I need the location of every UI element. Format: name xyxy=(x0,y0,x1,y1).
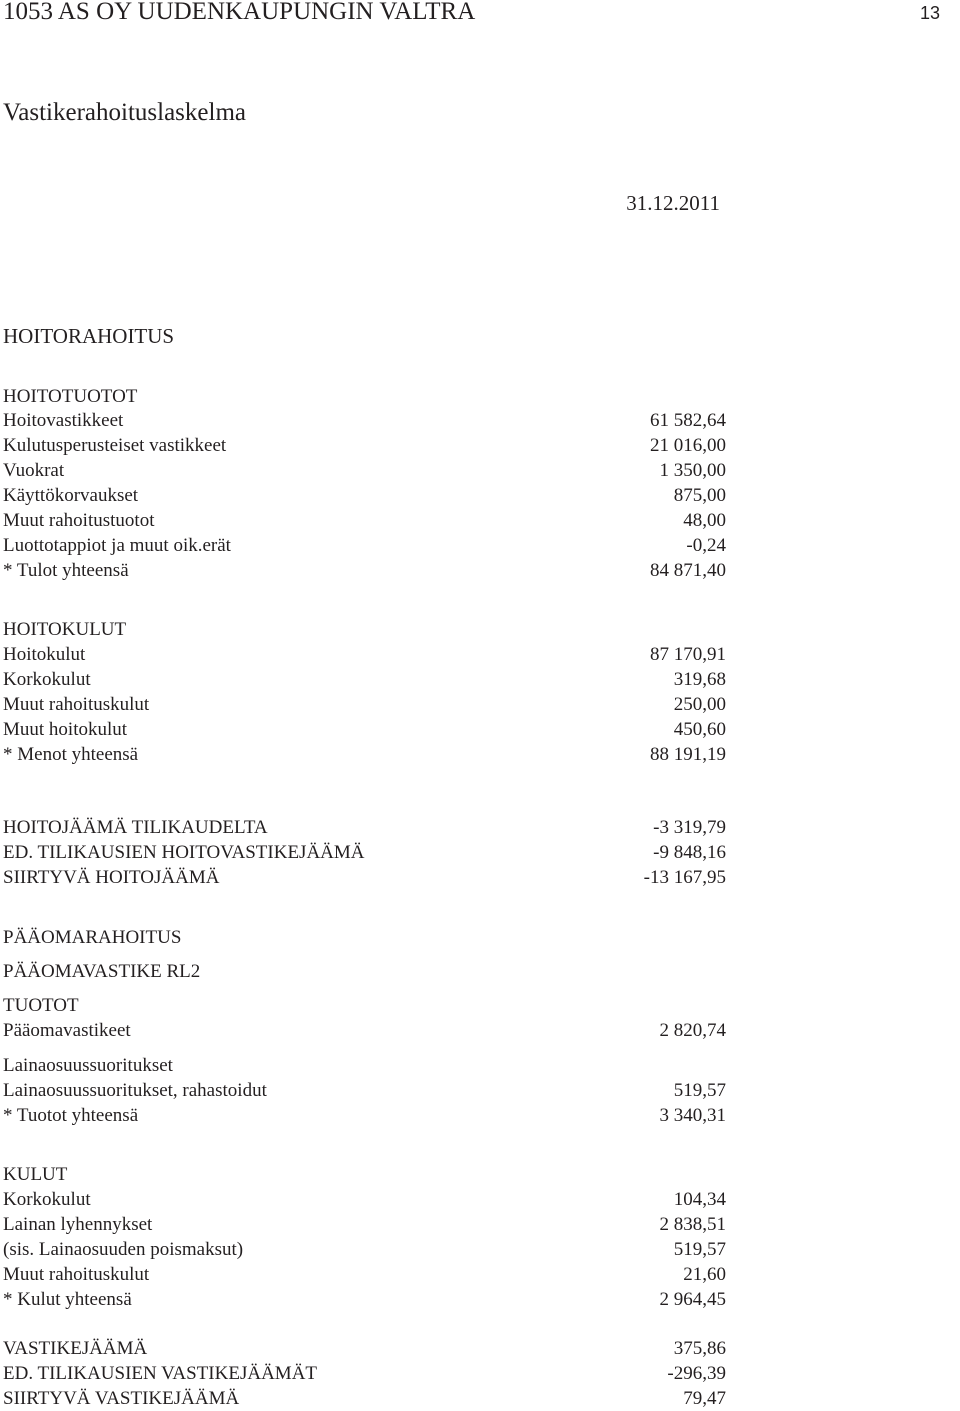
statement-row xyxy=(3,409,726,433)
row-label: * Kulut yhteensä xyxy=(3,1289,132,1310)
statement-row xyxy=(3,926,726,950)
row-value: -3 319,79 xyxy=(653,817,726,838)
row-value: 104,34 xyxy=(673,1189,726,1210)
row-label: PÄÄOMARAHOITUS xyxy=(3,927,182,948)
statement-row xyxy=(3,816,726,840)
statement-row xyxy=(3,434,726,458)
statement-row xyxy=(3,509,726,533)
report-date: 31.12.2011 xyxy=(626,191,720,215)
row-label: PÄÄOMAVASTIKE RL2 xyxy=(3,961,201,982)
statement-row xyxy=(3,1104,726,1128)
statement-row xyxy=(3,743,726,767)
row-label: TUOTOT xyxy=(3,995,79,1016)
row-value: 88 191,19 xyxy=(650,744,726,765)
row-value: -9 848,16 xyxy=(653,842,726,863)
row-value: 2 964,45 xyxy=(659,1289,726,1310)
row-value: 450,60 xyxy=(673,719,726,740)
row-value: 250,00 xyxy=(673,694,726,715)
row-value: 79,47 xyxy=(683,1388,726,1409)
statement-row xyxy=(3,1387,726,1411)
row-label: Lainan lyhennykset xyxy=(3,1214,153,1235)
row-label: Muut rahoituskulut xyxy=(3,1264,150,1285)
row-label: SIIRTYVÄ VASTIKEJÄÄMÄ xyxy=(3,1388,240,1409)
statement-row xyxy=(3,534,726,558)
row-value: 519,57 xyxy=(673,1239,726,1260)
statement-row xyxy=(3,385,726,409)
row-label: HOITOJÄÄMÄ TILIKAUDELTA xyxy=(3,817,268,838)
row-label: ED. TILIKAUSIEN HOITOVASTIKEJÄÄMÄ xyxy=(3,842,365,863)
section-title: HOITORAHOITUS xyxy=(3,324,175,348)
row-value: -296,39 xyxy=(667,1363,726,1384)
statement-row xyxy=(3,994,726,1018)
statement-row xyxy=(3,1163,726,1187)
row-value: -13 167,95 xyxy=(643,867,726,888)
row-value: 21 016,00 xyxy=(650,435,726,456)
row-label: Hoitokulut xyxy=(3,644,86,665)
row-label: Pääomavastikeet xyxy=(3,1020,131,1041)
row-label: Hoitovastikkeet xyxy=(3,410,124,431)
statement-row xyxy=(3,1238,726,1262)
statement-row xyxy=(3,1079,726,1103)
statement-row xyxy=(3,866,726,890)
row-label: * Tuotot yhteensä xyxy=(3,1105,139,1126)
row-value: 319,68 xyxy=(673,669,726,690)
row-value: 519,57 xyxy=(673,1080,726,1101)
row-label: Lainaosuussuoritukset xyxy=(3,1055,173,1076)
row-label: * Menot yhteensä xyxy=(3,744,139,765)
statement-row xyxy=(3,618,726,642)
row-value: 875,00 xyxy=(673,485,726,506)
document-title: Vastikerahoituslaskelma xyxy=(3,99,246,126)
statement-row xyxy=(3,1337,726,1361)
statement-row xyxy=(3,1362,726,1386)
row-label: Lainaosuussuoritukset, rahastoidut xyxy=(3,1080,267,1101)
statement-row xyxy=(3,643,726,667)
statement-row xyxy=(3,668,726,692)
row-value: 48,00 xyxy=(683,510,726,531)
row-label: Muut hoitokulut xyxy=(3,719,128,740)
row-value: 61 582,64 xyxy=(650,410,726,431)
row-label: (sis. Lainaosuuden poismaksut) xyxy=(3,1239,244,1260)
statement-row xyxy=(3,1213,726,1237)
row-label: Käyttökorvaukset xyxy=(3,485,139,506)
row-label: HOITOTUOTOT xyxy=(3,386,138,407)
statement-row xyxy=(3,1263,726,1287)
statement-row xyxy=(3,841,726,865)
row-value: 2 838,51 xyxy=(659,1214,726,1235)
row-value: 3 340,31 xyxy=(659,1105,726,1126)
row-value: 84 871,40 xyxy=(650,560,726,581)
statement-row xyxy=(3,1188,726,1212)
row-label: Vuokrat xyxy=(3,460,65,481)
row-label: Korkokulut xyxy=(3,669,91,690)
row-label: ED. TILIKAUSIEN VASTIKEJÄÄMÄT xyxy=(3,1363,318,1384)
page-number: 13 xyxy=(919,3,940,23)
row-label: HOITOKULUT xyxy=(3,619,127,640)
row-label: VASTIKEJÄÄMÄ xyxy=(3,1338,148,1359)
statement-row xyxy=(3,693,726,717)
statement-row xyxy=(3,1288,726,1312)
statement-row xyxy=(3,459,726,483)
row-label: Kulutusperusteiset vastikkeet xyxy=(3,435,227,456)
statement-row xyxy=(3,718,726,742)
statement-row xyxy=(3,1054,726,1078)
row-value: 1 350,00 xyxy=(659,460,726,481)
statement-row xyxy=(3,960,726,984)
row-value: 375,86 xyxy=(673,1338,726,1359)
statement-row xyxy=(3,559,726,583)
row-value: -0,24 xyxy=(686,535,726,556)
row-label: * Tulot yhteensä xyxy=(3,560,129,581)
row-label: KULUT xyxy=(3,1164,68,1185)
company-header: 1053 AS OY UUDENKAUPUNGIN VALTRA xyxy=(3,0,476,25)
row-label: Muut rahoitustuotot xyxy=(3,510,155,531)
statement-row xyxy=(3,484,726,508)
statement-row xyxy=(3,1019,726,1043)
row-label: Muut rahoituskulut xyxy=(3,694,150,715)
row-value: 2 820,74 xyxy=(659,1020,726,1041)
row-value: 21,60 xyxy=(683,1264,726,1285)
row-label: Luottotappiot ja muut oik.erät xyxy=(3,535,231,556)
row-label: SIIRTYVÄ HOITOJÄÄMÄ xyxy=(3,867,220,888)
row-value: 87 170,91 xyxy=(650,644,726,665)
row-label: Korkokulut xyxy=(3,1189,91,1210)
